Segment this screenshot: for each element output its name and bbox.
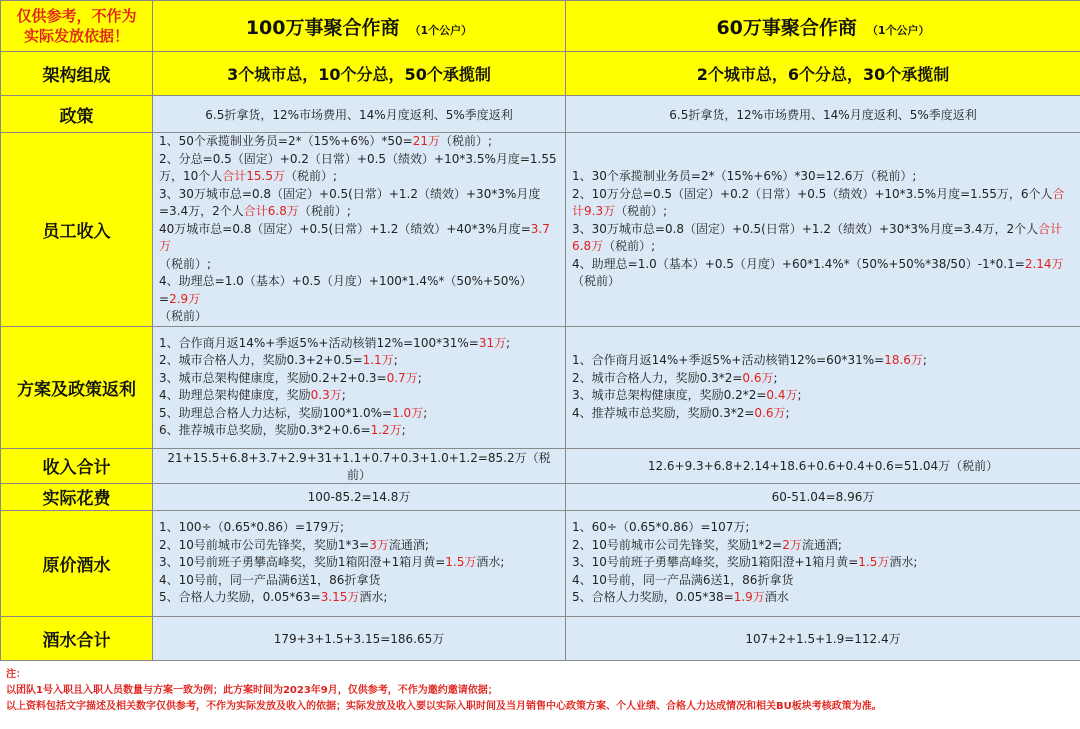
cell-line (159, 387, 559, 405)
cell-text: ; (506, 335, 511, 350)
cell-line (159, 422, 559, 440)
footnote-title: 注： (6, 669, 26, 680)
cell-line (572, 589, 1074, 607)
cell-text: ; (797, 388, 802, 402)
cell-text: 酒水; (476, 555, 505, 570)
cell-text: =3.4万，2个人 (159, 204, 244, 218)
footnote-line-1: 以团队1号入职且入职人员数量与方案一致为例；此方案时间为2023年9月，仅供参考，不作为邀约邀请依据； (6, 685, 498, 696)
row-wine-total (1, 616, 1080, 660)
cell-line (572, 370, 1074, 388)
cell-text: 2、分总=0.5（固定）+0.2（日常）+0.5（绩效）+10*3.5%月度=1.55 (159, 151, 557, 166)
policy-100w: 6.5折拿货，12%市场费用、14%月度返利、5%季度返利 (153, 96, 566, 133)
cell-text: 1、60÷（0.65*0.86）=107万; (572, 520, 750, 535)
cell-text: 2、10号前城市公司先锋奖，奖励1*2= (572, 537, 783, 552)
column-header-60w (566, 1, 1080, 52)
cell-text: 1、合作商月返14%+季返5%+活动核销12%=60*31%= (572, 353, 885, 367)
cell-text: 2、城市合格人力，奖励0.3+2+0.5= (159, 353, 363, 367)
cell-text: （税前）; (603, 239, 656, 253)
cell-text: ; (417, 370, 422, 385)
row-label-rebate: 方案及政策返利 (1, 326, 153, 448)
cell-line (572, 168, 1074, 186)
cell-text: 4、助理总架构健康度，奖励 (159, 388, 311, 402)
cell-line (572, 352, 1074, 370)
rebate-100w (153, 326, 566, 448)
highlight-amount: 18.6万 (884, 353, 923, 367)
highlight-amount: 1.5万 (445, 555, 477, 570)
highlight-amount: 3.15万 (320, 590, 360, 605)
cell-line (159, 221, 559, 256)
highlight-amount: 1.1万 (362, 353, 394, 367)
income-60w (566, 133, 1080, 327)
cell-line (572, 405, 1074, 423)
cell-line (159, 308, 559, 326)
cell-line (159, 405, 559, 423)
cell-text: ; (393, 353, 398, 367)
cell-text: （税前）; (439, 134, 493, 148)
column-subtitle: （1个公户） (409, 23, 473, 37)
cell-text: 1、100÷（0.65*0.86）=179万; (159, 520, 345, 535)
footnotes (6, 667, 1076, 715)
row-label-total: 收入合计 (1, 448, 153, 483)
cell-text: 3、10号前班子勇攀高峰奖，奖励1箱阳澄+1箱月黄= (159, 555, 446, 570)
cell-text: 3、城市总架构健康度，奖励0.2*2= (572, 388, 767, 402)
cell-text: 4、10号前，同一产品满6送1，86折拿货 (159, 572, 381, 587)
cell-line (572, 537, 1074, 555)
highlight-amount: 6.8万 (572, 239, 604, 253)
cell-line (572, 186, 1074, 204)
policy-60w: 6.5折拿货，12%市场费用、14%月度返利、5%季度返利 (566, 96, 1080, 133)
highlight-amount: 2万 (782, 537, 802, 552)
cell-text: ; (341, 388, 346, 402)
cell-text: 5、合格人力奖励，0.05*63= (159, 590, 321, 605)
cell-line (159, 335, 559, 353)
cell-text: 酒水; (889, 555, 918, 570)
highlight-amount: 3万 (369, 537, 389, 552)
row-label-wine-total: 酒水合计 (1, 616, 153, 660)
cell-line (159, 273, 559, 308)
rebate-60w (566, 326, 1080, 448)
highlight-amount: 1.2万 (370, 423, 402, 437)
header-row (1, 1, 1080, 52)
cell-line (572, 572, 1074, 590)
disclaimer-line-2: 实际发放依据！ (23, 27, 129, 45)
highlight-amount: 2.9万 (169, 291, 201, 306)
highlight-amount: 31万 (478, 335, 507, 350)
cell-text: ; (922, 353, 927, 367)
cell-text: （税前）; (285, 169, 338, 183)
column-title: 60万事聚合作商 (716, 16, 857, 39)
highlight-amount: 0.4万 (766, 388, 798, 402)
cell-text: 4、助理总=1.0（基本）+0.5（月度）+60*1.4%*（50%+50%*38/50）-1*0.1= (572, 256, 1025, 271)
wine-total-100w: 179+3+1.5+3.15=186.65万 (153, 616, 566, 660)
highlight-amount: 1.0万 (392, 405, 424, 420)
highlight-amount: 合计15.5万 (222, 169, 286, 183)
row-label-spend: 实际花费 (1, 483, 153, 510)
cell-line (572, 554, 1074, 572)
highlight-amount: 1.5万 (858, 555, 890, 570)
cell-text: 3、30万城市总=0.8（固定）+0.5(日常）+1.2（绩效）+30*3%月度=3.4万，2个人 (572, 221, 1039, 236)
cell-text: （税前） (572, 274, 621, 288)
spend-100w: 100-85.2=14.8万 (153, 483, 566, 510)
cell-line (159, 370, 559, 388)
cell-text: （税前） (159, 309, 208, 323)
column-title: 100万事聚合作商 (245, 16, 400, 39)
disclaimer-cell (1, 1, 153, 52)
cell-line (159, 151, 559, 169)
row-wine (1, 510, 1080, 616)
row-label-structure: 架构组成 (1, 52, 153, 96)
cell-text: ; (401, 423, 406, 437)
row-structure (1, 52, 1080, 96)
cell-line (572, 256, 1074, 291)
cell-line (572, 387, 1074, 405)
cell-text: （税前）; (615, 204, 668, 218)
row-rebate (1, 326, 1080, 448)
wine-60w (566, 510, 1080, 616)
cell-text: 2、10号前城市公司先锋奖，奖励1*3= (159, 537, 370, 552)
cell-text: ; (423, 405, 428, 420)
highlight-amount: 21万 (412, 134, 440, 148)
highlight-amount: 0.6万 (754, 405, 786, 420)
highlight-amount: 0.6万 (742, 370, 774, 385)
wine-100w (153, 510, 566, 616)
wine-total-60w: 107+2+1.5+1.9=112.4万 (566, 616, 1080, 660)
cell-text: 流通酒; (801, 537, 842, 552)
highlight-amount: 合计 (1038, 221, 1063, 236)
cell-text: 1、50个承揽制业务员=2*（15%+6%）*50= (159, 134, 413, 148)
cell-text: 5、合格人力奖励，0.05*38= (572, 590, 734, 605)
cell-line (159, 203, 559, 221)
cell-text: 4、10号前，同一产品满6送1，86折拿货 (572, 572, 794, 587)
income-100w (153, 133, 566, 327)
row-label-wine: 原价酒水 (1, 510, 153, 616)
cell-text: 3、30万城市总=0.8（固定）+0.5(日常）+1.2（绩效）+30*3%月度 (159, 186, 541, 201)
cell-text: （税前）; (159, 256, 212, 271)
cell-text: 3、城市总架构健康度，奖励0.2+2+0.3= (159, 370, 387, 385)
cell-text: ; (785, 405, 790, 420)
cell-text: 1、合作商月返14%+季返5%+活动核销12%=100*31%= (159, 335, 479, 350)
highlight-amount: 1.9万 (733, 590, 765, 605)
highlight-amount: 2.14万 (1024, 256, 1064, 271)
highlight-amount: 0.7万 (386, 370, 418, 385)
cell-text: 万，10个人 (159, 169, 223, 183)
cell-line (159, 572, 559, 590)
cell-line (159, 256, 559, 274)
cell-text: 6、推荐城市总奖励，奖励0.3*2+0.6= (159, 423, 371, 437)
cell-line (159, 537, 559, 555)
total-60w: 12.6+9.3+6.8+2.14+18.6+0.6+0.4+0.6=51.04万（税前） (566, 448, 1080, 483)
cell-text: 4、推荐城市总奖励，奖励0.3*2= (572, 405, 755, 420)
cell-text: 4、助理总=1.0（基本）+0.5（月度）+100*1.4%*（50%+50%）= (159, 274, 532, 306)
column-header-100w (153, 1, 566, 52)
cell-text: 酒水; (359, 590, 388, 605)
structure-60w: 2个城市总，6个分总，30个承揽制 (566, 52, 1080, 96)
highlight-amount: 0.3万 (310, 388, 342, 402)
cell-text: 酒水 (764, 590, 789, 605)
cell-text: 40万城市总=0.8（固定）+0.5(日常）+1.2（绩效）+40*3%月度= (159, 221, 531, 236)
highlight-amount: 3.7万 (159, 221, 550, 253)
row-policy (1, 96, 1080, 133)
column-subtitle: （1个公户） (866, 23, 930, 37)
highlight-amount: 合 (1052, 186, 1065, 201)
cell-line (159, 168, 559, 186)
cell-line (159, 186, 559, 204)
cell-line (572, 238, 1074, 256)
total-100w: 21+15.5+6.8+3.7+2.9+31+1.1+0.7+0.3+1.0+1.2=85.2万（税前） (153, 448, 566, 483)
cell-text: 5、助理总合格人力达标，奖励100*1.0%= (159, 405, 393, 420)
spend-60w: 60-51.04=8.96万 (566, 483, 1080, 510)
cell-text: 3、10号前班子勇攀高峰奖，奖励1箱阳澄+1箱月黄= (572, 555, 859, 570)
cell-line (572, 221, 1074, 239)
cell-line (572, 203, 1074, 221)
row-spend (1, 483, 1080, 510)
cell-text: 2、10万分总=0.5（固定）+0.2（日常）+0.5（绩效）+10*3.5%月度=1.55万，6个人 (572, 186, 1053, 201)
structure-100w: 3个城市总，10个分总，50个承揽制 (153, 52, 566, 96)
cell-text: （税前）; (298, 204, 351, 218)
cell-line (159, 352, 559, 370)
cell-line (159, 554, 559, 572)
cell-text: 2、城市合格人力，奖励0.3*2= (572, 370, 743, 385)
cell-line (572, 519, 1074, 537)
highlight-amount: 计9.3万 (572, 204, 616, 218)
footnote-line-2: 以上资料包括文字描述及相关数字仅供参考，不作为实际发放及收入的依据；实际发放及收入要以实际入职时间及当月销售中心政策方案、个人业绩、合格人力达成情况和相关BU板块考核政策为准。 (6, 701, 882, 712)
cell-line (159, 519, 559, 537)
row-income (1, 133, 1080, 327)
cell-text: 流通酒; (388, 537, 429, 552)
disclaimer-line-1: 仅供参考，不作为 (16, 7, 137, 25)
row-label-income: 员工收入 (1, 133, 153, 327)
highlight-amount: 合计6.8万 (243, 204, 299, 218)
cell-text: 1、30个承揽制业务员=2*（15%+6%）*30=12.6万（税前）; (572, 169, 917, 183)
cell-text: ; (773, 370, 778, 385)
row-total (1, 448, 1080, 483)
cell-line (159, 133, 559, 151)
cell-line (159, 589, 559, 607)
row-label-policy: 政策 (1, 96, 153, 133)
